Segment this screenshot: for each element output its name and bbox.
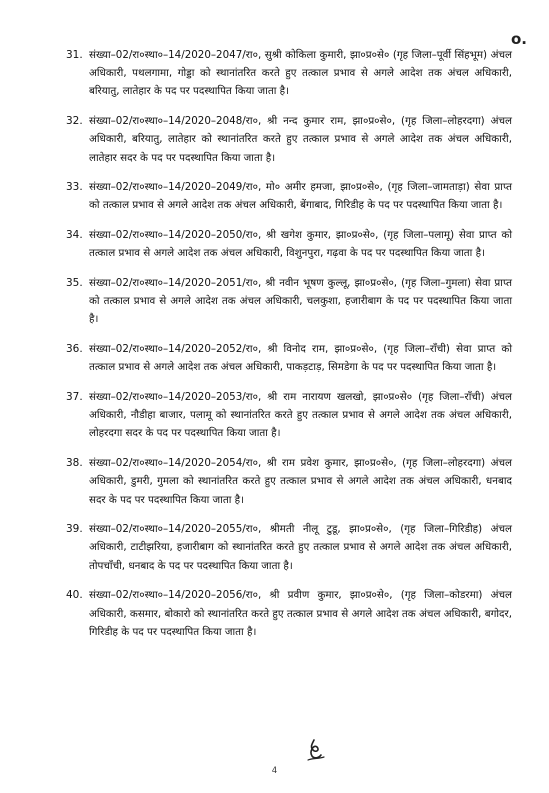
order-entry [66,586,512,641]
entry-number: 37. [66,391,83,404]
entry-number: 36. [66,343,83,356]
entry-number: 31. [66,49,83,61]
order-entry [66,454,512,509]
order-entry [66,340,512,376]
order-entry [66,520,512,575]
entry-text: संख्या–02/रा०स्था०–14/2020–2052/रा०, श्री विनोद राम, झा०प्र०से०, (गृह जिला–राँची) सेवा प्राप्त को तत्काल प्रभाव से अगले आदेश तक अंचल अधिकारी, पाकड़टाड़, सिमडेगा के पद पर पदस्थापित किया जाता है। [89,343,512,374]
order-entry [66,178,512,214]
entry-text: संख्या–02/रा०स्था०–14/2020–2053/रा०, श्री राम नारायण खलखो, झा०प्र०से० (गृह जिला–राँची) अंचल अधिकारी, नौडीहा बाजार, पलामू को स्थानांतरित करते हुए तत्काल प्रभाव से अगले आदेश तक अंचल अधिकारी, लोहरदगा सदर के पद पर पदस्थापित किया जाता है। [89,391,512,440]
order-entry [66,388,512,443]
entry-text: संख्या–02/रा०स्था०–14/2020–2055/रा०, श्रीमती नीलू टुडू, झा०प्र०से०, (गृह जिला–गिरिडीह) अंचल अधिकारी, टाटीझरिया, हजारीबाग को स्थानांतरित करते हुए तत्काल प्रभाव से अगले आदेश तक अंचल अधिकारी, तोपचाँची, धनबाद के पद पर पदस्थापित किया जाता है। [89,523,512,572]
page-number: 4 [271,766,278,776]
entry-text: संख्या–02/रा०स्था०–14/2020–2054/रा०, श्री राम प्रवेश कुमार, झा०प्र०से०, (गृह जिला–लोहरदगा) अंचल अधिकारी, डुमरी, गुमला को स्थानांतरित करते हुए तत्काल प्रभाव से अगले आदेश तक अंचल अधिकारी, धनबाद सदर के पद पर पदस्थापित किया जाता है। [89,457,512,506]
entry-text: संख्या–02/रा०स्था०–14/2020–2056/रा०, श्री प्रवीण कुमार, झा०प्र०से०, (गृह जिला–कोडरमा) अंचल अधिकारी, कसमार, बोकारो को स्थानांतरित करते हुए तत्काल प्रभाव से अगले आदेश तक अंचल अधिकारी, बगोदर, गिरिडीह के पद पर पदस्थापित किया जाता है। [89,589,512,638]
order-list [66,46,512,652]
entry-number: 39. [66,523,83,536]
entry-text: संख्या–02/रा०स्था०–14/2020–2049/रा०, मो० अमीर हमजा, झा०प्र०से०, (गृह जिला–जामताड़ा) सेवा प्राप्त को तत्काल प्रभाव से अगले आदेश तक अंचल अधिकारी, बेंगाबाद, गिरिडीह के पद पर पदस्थापित किया जाता है। [89,181,512,212]
order-entry [66,46,512,101]
entry-number: 32. [66,115,83,128]
entry-number: 34. [66,229,83,242]
entry-number: 35. [66,277,83,290]
signature-mark [300,738,330,764]
entry-text: संख्या–02/रा०स्था०–14/2020–2047/रा०, सुश्री कोकिला कुमारी, झा०प्र०से० (गृह जिला–पूर्वी सिंहभूम) अंचल अधिकारी, पथलगामा, गोड्डा को स्थानांतरित करते हुए तत्काल प्रभाव से अगले आदेश तक अंचल अधिकारी, बरियातु, लातेहार के पद पर पदस्थापित किया जाता है। [89,49,512,98]
corner-mark: o. [510,30,527,48]
entry-number: 33. [66,181,83,194]
entry-text: संख्या–02/रा०स्था०–14/2020–2048/रा०, श्री नन्द कुमार राम, झा०प्र०से०, (गृह जिला–लोहरदगा) अंचल अधिकारी, बरियातु, लातेहार को स्थानांतरित करते हुए तत्काल प्रभाव से अगले आदेश तक अंचल अधिकारी, लातेहार सदर के पद पर पदस्थापित किया जाता है। [89,115,512,164]
order-entry [66,226,512,262]
order-entry [66,274,512,329]
entry-number: 38. [66,457,83,470]
entry-number: 40. [66,589,83,602]
entry-text: संख्या–02/रा०स्था०–14/2020–2050/रा०, श्री खगेश कुमार, झा०प्र०से०, (गृह जिला–पलामू) सेवा प्राप्त को तत्काल प्रभाव से अगले आदेश तक अंचल अधिकारी, विशुनपुरा, गढ़वा के पद पर पदस्थापित किया जाता है। [89,229,512,260]
order-entry [66,112,512,167]
entry-text: संख्या–02/रा०स्था०–14/2020–2051/रा०, श्री नवीन भूषण कुल्लू, झा०प्र०से०, (गृह जिला–गुमला) सेवा प्राप्त को तत्काल प्रभाव से अगले आदेश तक अंचल अधिकारी, चलकुशा, हजारीबाग के पद पर पदस्थापित किया जाता है। [89,277,512,326]
